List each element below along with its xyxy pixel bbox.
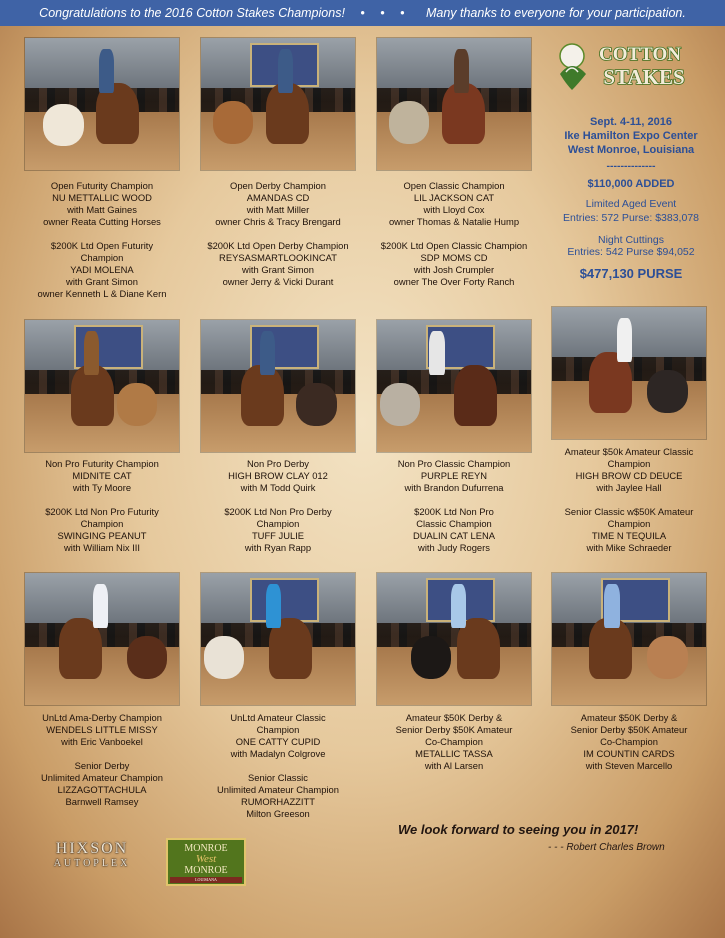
- caption-line: owner Kenneth L & Diane Kern: [37, 288, 167, 299]
- photo-nonpro-derby: [201, 320, 355, 452]
- caption-line: Champion: [80, 518, 124, 529]
- banner-dots: • • •: [360, 6, 411, 20]
- hixson-autoplex-logo: [36, 840, 148, 878]
- caption-line: $200K Ltd Open Derby Champion: [207, 240, 349, 251]
- photo-open-derby: [201, 38, 355, 170]
- signature: - - - Robert Charles Brown: [548, 842, 665, 853]
- caption-line: UnLtd Amateur Classic: [230, 712, 326, 723]
- logo-line-1: COTTON: [598, 44, 682, 65]
- caption-line: Amateur $50K Derby &: [405, 712, 503, 723]
- caption-line: HIGH BROW CD DEUCE: [575, 470, 683, 481]
- caption-line: $200K Ltd Open Futurity: [50, 240, 154, 251]
- mwm-line-4: LOUISIANA: [170, 877, 242, 883]
- event-dates: Sept. 4-11, 2016: [590, 116, 672, 128]
- caption-line: $200K Ltd Non Pro Derby: [224, 506, 332, 517]
- mwm-line-2: West: [195, 853, 217, 865]
- photo-nonpro-futurity: [25, 320, 179, 452]
- caption-line: Co-Champion: [600, 736, 658, 747]
- caption-line: Non Pro Derby: [246, 458, 309, 469]
- cotton-stakes-logo: [552, 36, 692, 94]
- caption-line: LIZZAGOTTACHULA: [57, 784, 147, 795]
- caption-line: SDP MOMS CD: [420, 252, 488, 263]
- photo-unltd-ama-derby: [25, 573, 179, 705]
- caption-line: Open Classic Champion: [403, 180, 505, 191]
- caption-line: LIL JACKSON CAT: [413, 192, 495, 203]
- caption-line: IM COUNTIN CARDS: [583, 748, 675, 759]
- total-purse: $477,130 PURSE: [579, 266, 683, 281]
- night-stats: Entries: 542 Purse $94,052: [567, 246, 695, 258]
- caption-line: Senior Derby $50K Amateur: [570, 724, 688, 735]
- caption-line: owner Jerry & Vicki Durant: [222, 276, 334, 287]
- caption-line: Unlimited Amateur Champion: [217, 784, 339, 795]
- mwm-line-1: MONROE: [184, 843, 228, 854]
- caption-line: TUFF JULIE: [251, 530, 305, 541]
- caption-line: owner The Over Forty Ranch: [393, 276, 515, 287]
- caption-unltd-amateur-classic: [193, 712, 363, 820]
- caption-line: with Eric Vanboekel: [61, 736, 143, 747]
- caption-line: Non Pro Futurity Champion: [45, 458, 159, 469]
- caption-line: MIDNITE CAT: [72, 470, 132, 481]
- caption-line: Open Derby Champion: [230, 180, 326, 191]
- caption-line: YADI MOLENA: [70, 264, 134, 275]
- caption-line: with Jaylee Hall: [596, 482, 662, 493]
- caption-line: Amateur $50K Derby &: [580, 712, 678, 723]
- caption-line: $200K Ltd Open Classic Champion: [380, 240, 528, 251]
- hixson-sub: AUTOPLEX: [53, 858, 131, 869]
- caption-line: Champion: [256, 724, 300, 735]
- caption-line: Non Pro Classic Champion: [397, 458, 511, 469]
- event-divider: --------------: [606, 160, 656, 172]
- photo-amateur-derby-2: [552, 573, 706, 705]
- caption-line: with Ty Moore: [72, 482, 132, 493]
- caption-line: Co-Champion: [425, 736, 483, 747]
- caption-line: HIGH BROW CLAY 012: [228, 470, 328, 481]
- photo-amateur-derby-1: [377, 573, 531, 705]
- caption-line: with M Todd Quirk: [240, 482, 316, 493]
- photo-nonpro-classic: [377, 320, 531, 452]
- caption-amateur-classic: [544, 446, 714, 554]
- caption-unltd-ama-derby: [17, 712, 187, 808]
- caption-line: Champion: [256, 518, 300, 529]
- caption-line: PURPLE REYN: [420, 470, 488, 481]
- photo-unltd-amateur-classic: [201, 573, 355, 705]
- caption-line: $200K Ltd Non Pro Futurity: [45, 506, 159, 517]
- caption-line: Senior Classic w$50K Amateur: [564, 506, 694, 517]
- caption-line: Open Futurity Champion: [50, 180, 154, 191]
- caption-open-derby: [193, 180, 363, 288]
- photo-open-classic: [377, 38, 531, 170]
- caption-line: with William Nix III: [63, 542, 141, 553]
- photo-amateur-classic: [552, 307, 706, 439]
- caption-line: with Brandon Dufurrena: [404, 482, 504, 493]
- caption-line: with Matt Miller: [246, 204, 310, 215]
- caption-line: Champion: [607, 518, 651, 529]
- caption-line: with Ryan Rapp: [244, 542, 312, 553]
- caption-amateur-derby-1: [369, 712, 539, 772]
- caption-line: Senior Classic: [248, 772, 308, 783]
- caption-line: Amateur $50k Amateur Classic: [564, 446, 694, 457]
- caption-line: with Grant Simon: [242, 264, 314, 275]
- caption-line: with Josh Crumpler: [413, 264, 495, 275]
- caption-line: METALLIC TASSA: [415, 748, 493, 759]
- caption-line: with Judy Rogers: [418, 542, 490, 553]
- caption-line: with Al Larsen: [424, 760, 484, 771]
- hixson-name: HIXSON: [55, 840, 129, 857]
- caption-line: owner Thomas & Natalie Hump: [388, 216, 520, 227]
- caption-line: owner Reata Cutting Horses: [43, 216, 161, 227]
- caption-line: Senior Derby $50K Amateur: [395, 724, 513, 735]
- caption-line: NU METTALLIC WOOD: [52, 192, 152, 203]
- caption-open-futurity: [17, 180, 187, 300]
- caption-line: Champion: [80, 252, 124, 263]
- caption-line: REYSASMARTLOOKINCAT: [219, 252, 337, 263]
- caption-line: Senior Derby: [74, 760, 130, 771]
- caption-line: AMANDAS CD: [246, 192, 310, 203]
- caption-line: Milton Greeson: [246, 808, 310, 819]
- caption-line: with Lloyd Cox: [423, 204, 485, 215]
- caption-line: with Mike Schraeder: [586, 542, 672, 553]
- caption-line: Unlimited Amateur Champion: [41, 772, 163, 783]
- closing-message: We look forward to seeing you in 2017!: [398, 822, 639, 837]
- night-title: Night Cuttings: [598, 234, 664, 246]
- top-banner: [0, 0, 725, 26]
- caption-line: ONE CATTY CUPID: [235, 736, 321, 747]
- banner-thanks: Many thanks to everyone for your participation.: [425, 6, 686, 20]
- caption-line: with Matt Gaines: [67, 204, 137, 215]
- event-city: West Monroe, Louisiana: [567, 144, 695, 156]
- caption-amateur-derby-2: [544, 712, 714, 772]
- caption-nonpro-futurity: [17, 458, 187, 554]
- banner-congrats: Congratulations to the 2016 Cotton Stakes Champions!: [39, 6, 345, 20]
- mwm-line-3: MONROE: [184, 865, 228, 876]
- caption-line: DUALIN CAT LENA: [413, 530, 495, 541]
- caption-open-classic: [369, 180, 539, 288]
- caption-line: SWINGING PEANUT: [57, 530, 147, 541]
- caption-nonpro-classic: [369, 458, 539, 554]
- event-venue: Ike Hamilton Expo Center: [564, 130, 698, 142]
- caption-line: with Madalyn Colgrove: [230, 748, 326, 759]
- caption-line: Barnwell Ramsey: [65, 796, 139, 807]
- caption-line: Classic Champion: [416, 518, 492, 529]
- monroe-west-monroe-logo: [166, 838, 246, 886]
- caption-line: Champion: [607, 458, 651, 469]
- logo-line-2: STAKES: [603, 65, 685, 89]
- photo-open-futurity: [25, 38, 179, 170]
- caption-line: UnLtd Ama-Derby Champion: [42, 712, 162, 723]
- caption-nonpro-derby: [193, 458, 363, 554]
- caption-line: RUMORHAZZITT: [241, 796, 315, 807]
- caption-line: TIME N TEQUILA: [591, 530, 667, 541]
- event-added: $110,000 ADDED: [587, 178, 675, 190]
- limited-title: Limited Aged Event: [585, 198, 677, 210]
- limited-stats: Entries: 572 Purse: $383,078: [562, 212, 699, 224]
- caption-line: owner Chris & Tracy Brengard: [215, 216, 341, 227]
- caption-line: $200K Ltd Non Pro: [414, 506, 494, 517]
- caption-line: with Grant Simon: [66, 276, 138, 287]
- caption-line: with Steven Marcello: [585, 760, 673, 771]
- caption-line: WENDELS LITTLE MISSY: [46, 724, 158, 735]
